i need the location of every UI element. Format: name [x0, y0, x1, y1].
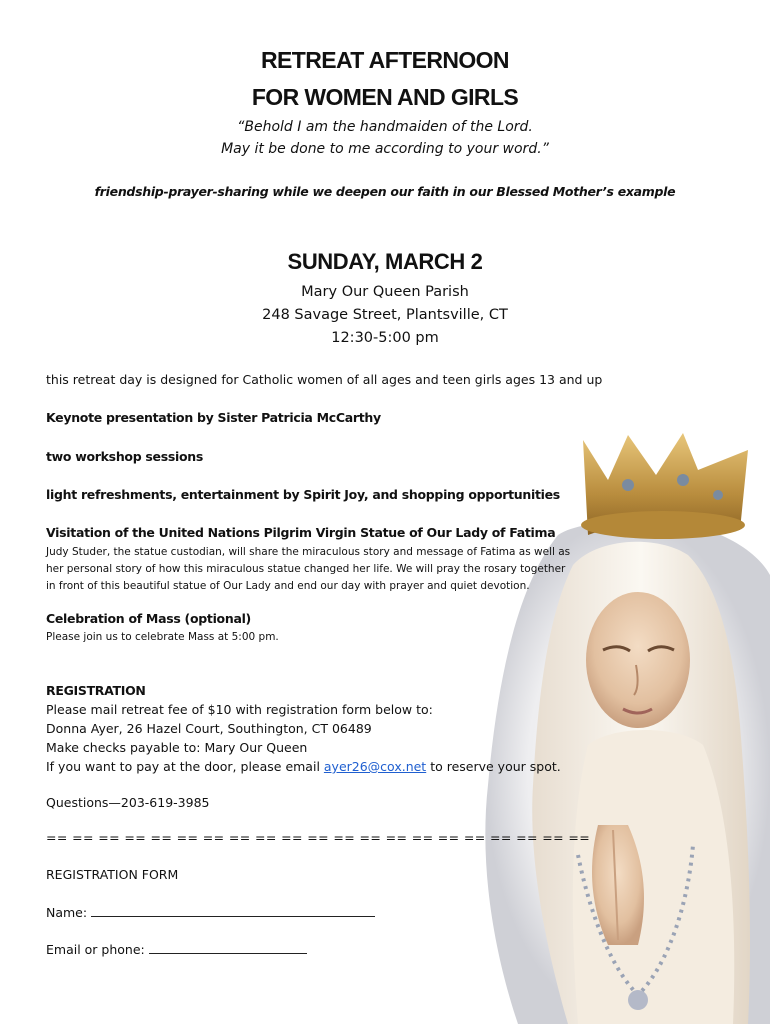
registration-heading: REGISTRATION	[46, 683, 146, 698]
contact-label: Email or phone:	[46, 942, 149, 957]
visitation-line-2: her personal story of how this miraculous statue changed her life. We will pray the rosary together	[46, 563, 566, 575]
title-line-1: RETREAT AFTERNOON	[261, 47, 509, 73]
statue-image	[478, 425, 770, 1024]
intro-text: this retreat day is designed for Catholic women of all ages and teen girls ages 13 and up	[46, 372, 603, 387]
workshops-text: two workshop sessions	[46, 449, 204, 464]
name-label: Name:	[46, 905, 92, 920]
email-prefix: If you want to pay at the door, please email	[46, 759, 324, 774]
email-link[interactable]: ayer26@cox.net	[323, 759, 427, 774]
quote-line-2: May it be done to me according to your word.”	[221, 141, 549, 157]
mass-text: Please join us to celebrate Mass at 5:00 pm.	[46, 631, 279, 643]
name-row	[46, 905, 375, 920]
contact-row	[46, 942, 307, 957]
registration-line-3: Make checks payable to: Mary Our Queen	[46, 740, 308, 755]
contact-blank-line[interactable]	[149, 942, 307, 954]
quote-line-1: “Behold I am the handmaiden of the Lord.	[237, 119, 533, 135]
visitation-heading: Visitation of the United Nations Pilgrim Virgin Statue of Our Lady of Fatima	[46, 525, 556, 540]
refreshments-text: light refreshments, entertainment by Spirit Joy, and shopping opportunities	[46, 487, 560, 502]
event-parish: Mary Our Queen Parish	[301, 284, 469, 300]
title-line-2: FOR WOMEN AND GIRLS	[251, 84, 519, 110]
event-time: 12:30-5:00 pm	[331, 330, 439, 346]
registration-form-heading: REGISTRATION FORM	[46, 867, 179, 882]
email-suffix: to reserve your spot.	[426, 759, 561, 774]
tagline: friendship-prayer-sharing while we deepen our faith in our Blessed Mother’s example	[94, 184, 676, 199]
visitation-line-1: Judy Studer, the statue custodian, will share the miraculous story and message of Fatima as well as	[46, 546, 571, 558]
questions-phone: Questions—203-619-3985	[46, 795, 210, 810]
name-blank-line[interactable]	[91, 905, 375, 917]
keynote-text: Keynote presentation by Sister Patricia McCarthy	[46, 410, 381, 425]
registration-line-1: Please mail retreat fee of $10 with registration form below to:	[46, 702, 433, 717]
registration-line-2: Donna Ayer, 26 Hazel Court, Southington, CT 06489	[46, 721, 372, 736]
event-date: SUNDAY, MARCH 2	[287, 249, 483, 274]
mass-heading: Celebration of Mass (optional)	[46, 611, 251, 626]
registration-email-line	[46, 759, 561, 774]
visitation-line-3: in front of this beautiful statue of Our Lady and end our day with prayer and quiet devotion.	[46, 580, 530, 592]
divider: == == == == == == == == == == == == == == == == == == == == ==	[46, 830, 591, 845]
event-address: 248 Savage Street, Plantsville, CT	[262, 307, 508, 323]
